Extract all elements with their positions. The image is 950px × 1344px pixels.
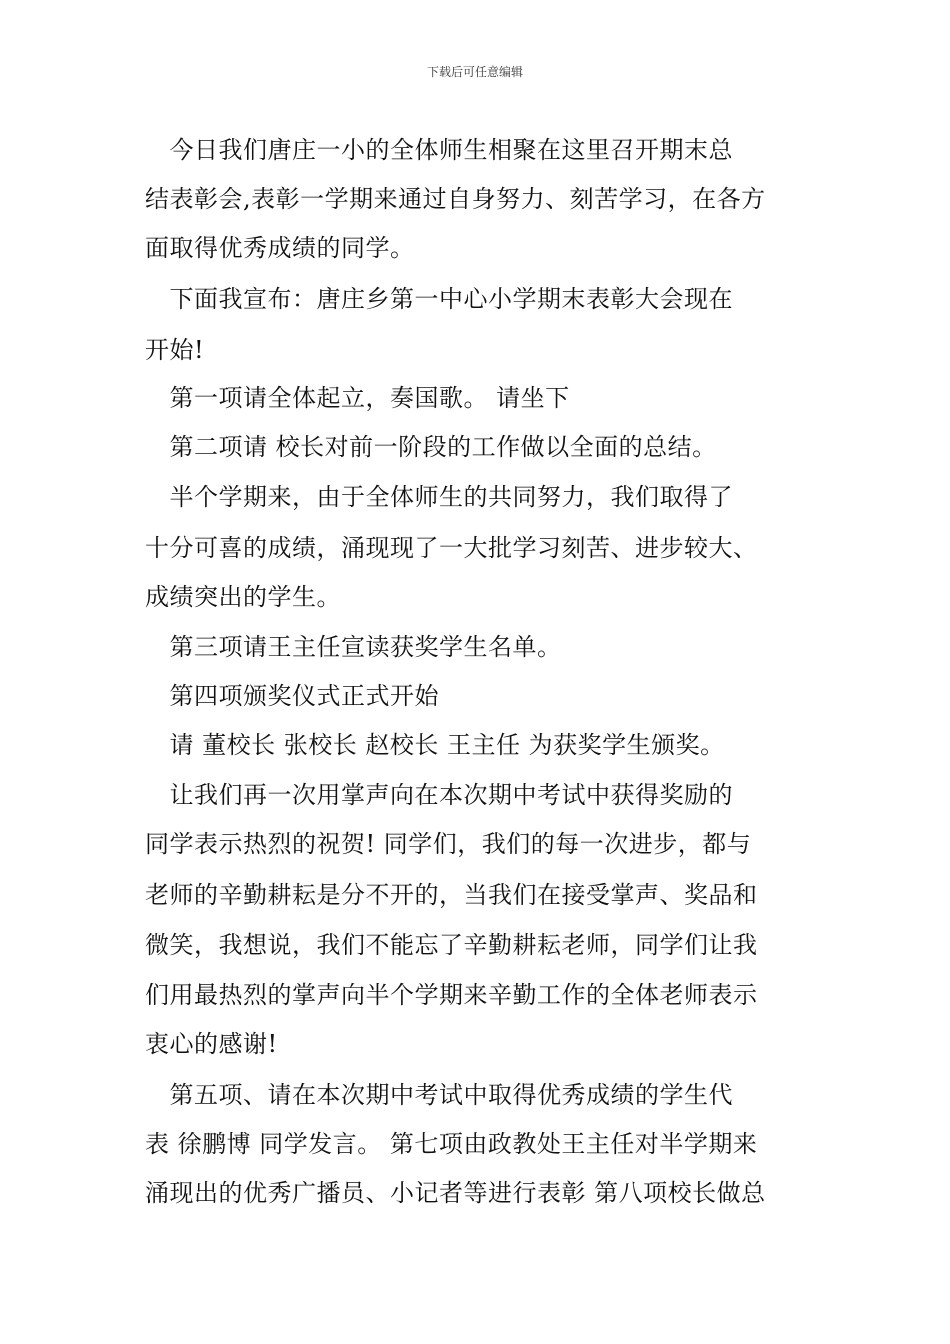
text-line: 第五项、请在本次期中考试中取得优秀成绩的学生代 bbox=[145, 1081, 733, 1109]
text-line: 第三项请王主任宣读获奖学生名单。 bbox=[145, 633, 562, 661]
text-line: 请 董校长 张校长 赵校长 王主任 为获奖学生颁奖。 bbox=[145, 731, 725, 759]
text-line: 十分可喜的成绩，涌现现了一大批学习刻苦、进步较大、 bbox=[145, 534, 758, 562]
text-line: 结表彰会,表彰一学期来通过自身努力、刻苦学习，在各方 bbox=[145, 185, 766, 213]
text-line: 们用最热烈的掌声向半个学期来辛勤工作的全体老师表示 bbox=[145, 981, 758, 1009]
text-line: 下面我宣布：唐庄乡第一中心小学期末表彰大会现在 bbox=[145, 285, 733, 313]
text-line: 表 徐鹏博 同学发言。 第七项由政教处王主任对半学期来 bbox=[145, 1130, 758, 1158]
text-line: 让我们再一次用掌声向在本次期中考试中获得奖励的 bbox=[145, 781, 733, 809]
text-line: 第四项颁奖仪式正式开始 bbox=[145, 682, 439, 710]
text-line: 半个学期来，由于全体师生的共同努力，我们取得了 bbox=[145, 483, 733, 511]
text-line: 开始! bbox=[145, 336, 205, 364]
text-line: 涌现出的优秀广播员、小记者等进行表彰 第八项校长做总 bbox=[145, 1179, 766, 1207]
text-line: 第二项请 校长对前一阶段的工作做以全面的总结。 bbox=[145, 433, 717, 461]
text-line: 成绩突出的学生。 bbox=[145, 583, 341, 611]
text-line: 老师的辛勤耕耘是分不开的，当我们在接受掌声、奖品和 bbox=[145, 881, 758, 909]
text-line: 第一项请全体起立，奏国歌。 请坐下 bbox=[145, 384, 570, 412]
text-line: 面取得优秀成绩的同学。 bbox=[145, 234, 415, 262]
page-header: 下载后可任意编辑 bbox=[426, 65, 523, 79]
text-line: 微笑，我想说，我们不能忘了辛勤耕耘老师，同学们让我 bbox=[145, 931, 758, 959]
text-line: 同学表示热烈的祝贺! 同学们，我们的每一次进步，都与 bbox=[145, 830, 752, 858]
text-line: 今日我们唐庄一小的全体师生相聚在这里召开期末总 bbox=[145, 136, 733, 164]
text-line: 衷心的感谢! bbox=[145, 1030, 278, 1058]
